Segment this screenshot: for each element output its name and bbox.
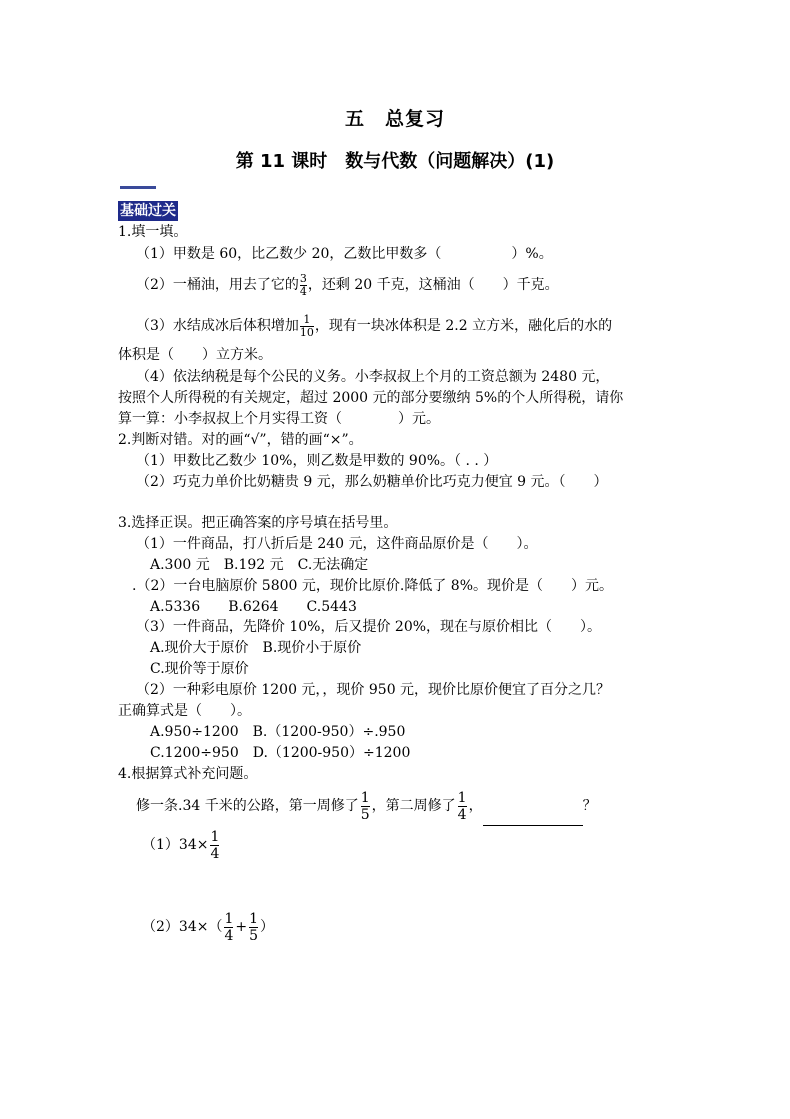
q4-stem-text-a: 修一条.34 千米的公路，第一周修了 xyxy=(136,798,359,814)
q3-item-3: （3）一件商品，先降价 10%，后又提价 20%，现在与原价相比（ ）。 xyxy=(136,619,602,635)
q4-expr2-text-a: （2）34×（ xyxy=(142,919,223,935)
q4-expr1-text: （1）34× xyxy=(142,837,209,853)
q2-heading: 2.判断对错。对的画“√”，错的画“×”。 xyxy=(118,432,363,448)
q1-item-4-line3: 算一算：小李叔叔上个月实得工资（ ）元。 xyxy=(118,411,440,427)
q3-heading: 3.选择正误。把正确答案的序号填在括号里。 xyxy=(118,515,398,531)
q3-item-4-options-1: A.950÷1200 B.（1200-950）÷.950 xyxy=(150,724,406,740)
q4-expression-1 xyxy=(142,825,221,865)
q3-item-4-options-2: C.1200÷950 D.（1200-950）÷1200 xyxy=(150,745,411,761)
fraction-1-5: $\frac{1}{5}$ xyxy=(360,789,370,823)
q3-item-1-options: A.300 元 B.192 元 C.无法确定 xyxy=(150,557,369,573)
q4-heading: 4.根据算式补充问题。 xyxy=(118,766,258,782)
q4-stem-text-b: ，第二周修了 xyxy=(371,798,456,814)
q1-item-3-continued: 体积是（ ）立方米。 xyxy=(118,347,272,363)
q3-item-2: .（2）一台电脑原价 5800 元，现价比原价.降低了 8%。现价是（ ）元。 xyxy=(132,578,613,594)
q1-item-4-line1: （4）依法纳税是每个公民的义务。小李叔叔上个月的工资总额为 2480 元， xyxy=(136,369,610,385)
fraction-1-5-expr2: $\frac{1}{5}$ xyxy=(249,910,259,944)
q1-item-4-line2: 按照个人所得税的有关规定，超过 2000 元的部分要缴纳 5%的个人所得税，请你 xyxy=(118,390,624,406)
q1-item-2-text-b: ，还剩 20 千克，这桶油（ ）千克。 xyxy=(307,277,559,293)
q3-item-2-options: A.5336 B.6264 C.5443 xyxy=(150,599,357,615)
fraction-1-4-expr2: $\frac{1}{4}$ xyxy=(224,910,234,944)
q4-stem-text-d: ？ xyxy=(582,798,597,814)
q1-item-3-text-b: ，现有一块冰体积是 2.2 立方米，融化后的水的 xyxy=(314,318,613,334)
q3-item-3-options-1: A.现价大于原价 B.现价小于原价 xyxy=(150,640,362,656)
q1-item-2-text-a: （2）一桶油，用去了它的 xyxy=(136,277,299,293)
section-badge: 基础过关 xyxy=(120,203,176,219)
fraction-1-4: $\frac{1}{4}$ xyxy=(457,789,467,823)
q1-item-2 xyxy=(136,270,559,300)
q1-item-3-text-a: （3）水结成冰后体积增加 xyxy=(136,318,299,334)
q1-item-3 xyxy=(136,311,612,341)
answer-blank[interactable] xyxy=(483,811,583,826)
q1-item-1: （1）甲数是 60，比乙数少 20，乙数比甲数多（ ）%。 xyxy=(136,246,553,262)
q3-item-1: （1）一件商品，打八折后是 240 元，这件商品原价是（ ）。 xyxy=(136,536,538,552)
q4-stem-text-c: ， xyxy=(468,798,483,814)
q3-item-4-continued: 正确算式是（ ）。 xyxy=(118,703,251,719)
lesson-title: 第 11 课时 数与代数（问题解决）(1) xyxy=(235,151,555,172)
q4-expression-2 xyxy=(142,907,274,947)
fraction-3-4: $\frac{3}{4}$ xyxy=(299,271,307,298)
small-logo-mark xyxy=(120,186,156,189)
q4-stem xyxy=(136,786,597,826)
chapter-title: 五 总复习 xyxy=(344,108,445,130)
q4-expr2-text-c: ） xyxy=(260,919,275,935)
fraction-1-10: $\frac{1}{10}$ xyxy=(299,312,314,339)
fraction-1-4-expr1: $\frac{1}{4}$ xyxy=(210,828,220,862)
q3-item-4: （2）一种彩电原价 1200 元，，现价 950 元，现价比原价便宜了百分之几？ xyxy=(136,682,611,698)
q2-item-2: （2）巧克力单价比奶糖贵 9 元，那么奶糖单价比巧克力便宜 9 元。（ ） xyxy=(136,474,608,490)
plus-sign: + xyxy=(235,919,248,935)
q1-heading: 1.填一填。 xyxy=(118,224,188,240)
q3-item-3-options-2: C.现价等于原价 xyxy=(150,661,249,677)
q2-item-1: （1）甲数比乙数少 10%，则乙数是甲数的 90%。（ . . ） xyxy=(136,453,498,469)
